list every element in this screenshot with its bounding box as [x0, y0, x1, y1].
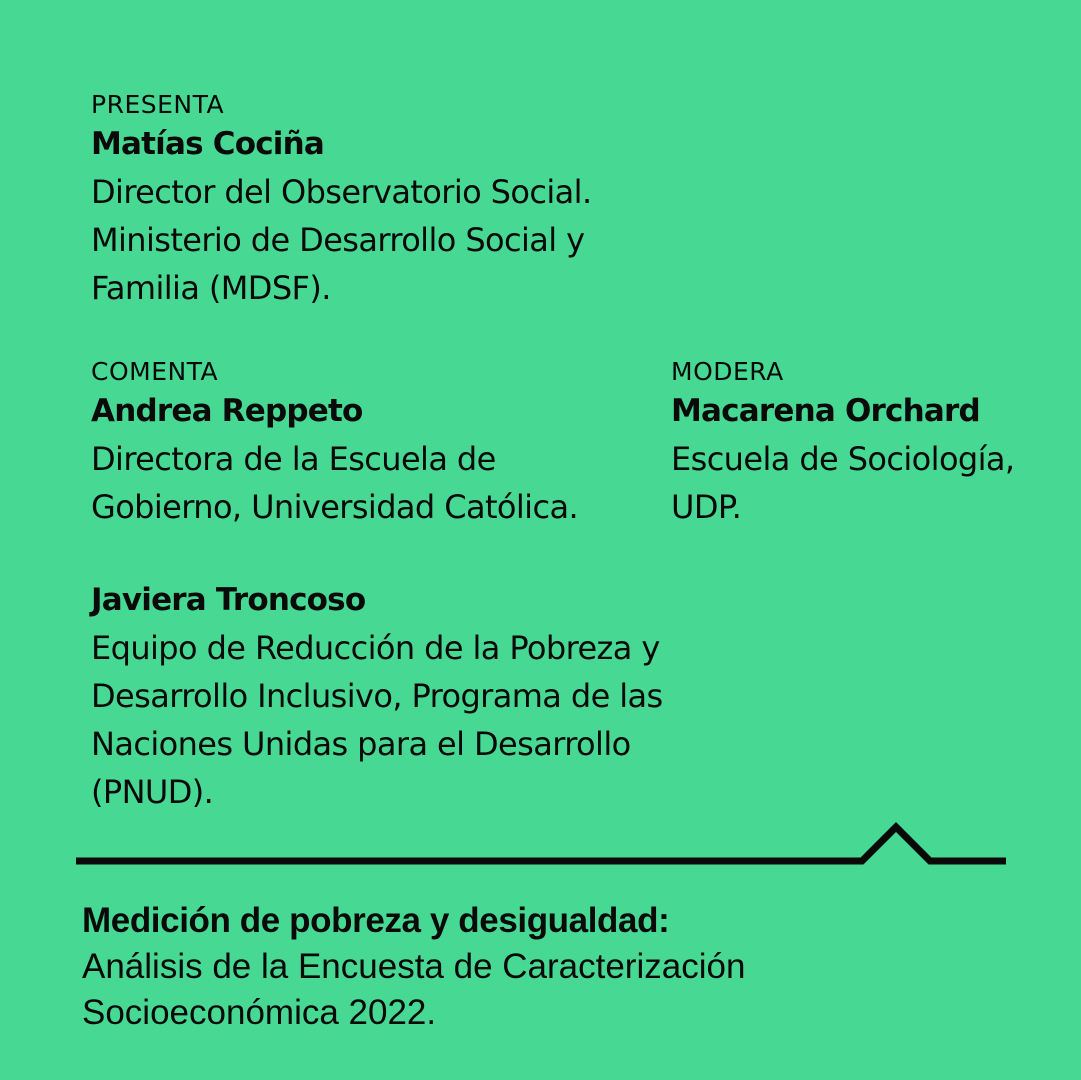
comenta-speaker-1-name: Andrea Reppeto	[91, 393, 363, 429]
comenta-speaker-1-affiliation: Directora de la Escuela de Gobierno, Universidad Católica.	[91, 440, 579, 526]
presenta-speaker-name: Matías Cociña	[91, 126, 325, 162]
presenta-section	[91, 90, 651, 312]
comenta-speaker-2	[91, 576, 691, 816]
comenta-role-label: COMENTA	[91, 357, 219, 386]
modera-role-label: MODERA	[671, 357, 784, 386]
comenta-speaker-2-affiliation: Equipo de Reducción de la Pobreza y Desarrollo Inclusivo, Programa de las Naciones Unidas para el Desarrollo (PNUD).	[91, 629, 663, 811]
event-subtitle: Análisis de la Encuesta de Caracterización Socioeconómica 2022.	[82, 947, 746, 1032]
event-title: Medición de pobreza y desigualdad:	[82, 901, 670, 940]
comenta-section	[91, 357, 651, 531]
event-info	[82, 898, 1042, 1036]
modera-speaker-affiliation: Escuela de Sociología, UDP.	[671, 440, 1015, 526]
modera-speaker-name: Macarena Orchard	[671, 393, 980, 429]
presenta-role-label: PRESENTA	[91, 90, 225, 119]
modera-section	[671, 357, 1071, 531]
comenta-speaker-2-name: Javiera Troncoso	[91, 582, 366, 618]
presenta-speaker-affiliation: Director del Observatorio Social. Ministerio de Desarrollo Social y Familia (MDSF).	[91, 173, 592, 307]
